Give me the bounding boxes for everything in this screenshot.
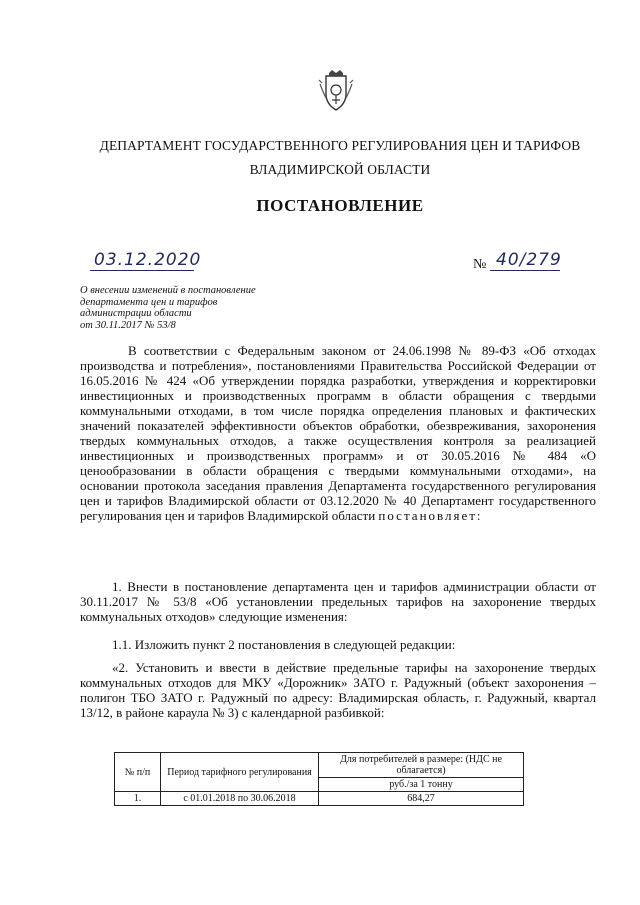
table-cell-period: с 01.01.2018 по 30.06.2018 (161, 792, 319, 806)
handwritten-date: 03.12.2020 (94, 250, 202, 270)
subject-line: О внесении изменений в постановление (80, 285, 256, 296)
department-name-line2: ВЛАДИМИРСКОЙ ОБЛАСТИ (249, 162, 431, 177)
item-1-paragraph: 1. Внести в постановление департамента цен и тарифов администрации области от 30.11.2017 № 53/8 «Об установлении предельных тарифов на захоронение твердых коммунальных отходов» следующие изменения: (80, 579, 596, 624)
handwritten-number: 40/279 (496, 250, 562, 270)
document-subject (80, 285, 320, 331)
subject-line: департамента цен и тарифов (80, 296, 218, 308)
number-underline (490, 270, 560, 271)
date-underline (90, 270, 194, 271)
table-header-period: Период тарифного регулирования (161, 753, 319, 792)
document-title: ПОСТАНОВЛЕНИЕ (256, 196, 424, 215)
table-header-unit: руб./за 1 тонну (319, 778, 524, 792)
table-header-num: № п/п (115, 753, 161, 792)
table-cell-num: 1. (115, 792, 161, 806)
subject-line: от 30.11.2017 № 53/8 (80, 319, 176, 331)
preamble-paragraph (80, 343, 596, 523)
subject-line: администрации области (80, 308, 192, 319)
decree-word: постановляет: (378, 508, 483, 523)
department-name-line1: ДЕПАРТАМЕНТ ГОСУДАРСТВЕННОГО РЕГУЛИРОВАНИЯ ЦЕН И ТАРИФОВ (99, 138, 581, 153)
table-header-value: Для потребителей в размере: (НДС не облагается) (319, 753, 524, 778)
table-row (115, 792, 524, 806)
table-header-row (115, 753, 524, 778)
preamble-text: В соответствии с Федеральным законом от 24.06.1998 № 89-ФЗ «Об отходах производства и потребления», постановлениями Правительства Российской Федерации от 16.05.2016 № 424 «Об утверждении порядка разработки, утверждения и корректировки инвестиционных и производственных программ в области обращения с твердыми коммунальными отходами, в том числе порядка определения плановых и фактических значений показателей эффективности объектов обработки, обезвреживания, захоронения твердых коммунальных отходов, а также осуществления контроля за реализацией инвестиционных и производственных программ» и от 30.05.2016 № 484 «О ценообразовании в области обращения с твердыми коммунальными отходами», на основании протокола заседания правления Департамента государственного регулирования цен и тарифов Владимирской области от 03.12.2020 № 40 Департамент государственного регулирования цен и тарифов Владимирской области (80, 343, 596, 523)
table-cell-value: 684,27 (319, 792, 524, 806)
item-2-paragraph: «2. Установить и ввести в действие предельные тарифы на захоронение твердых коммунальных отходов для МКУ «Дорожник» ЗАТО г. Радужный (объект захоронения – полигон ТБО ЗАТО г. Радужный по адресу: Владимирская область, г. Радужный, квартал 13/12, в районе караула № 3) с календарной разбивкой: (80, 660, 596, 720)
number-sign: № (473, 257, 487, 272)
item-1-1-paragraph: 1.1. Изложить пункт 2 постановления в следующей редакции: (112, 637, 456, 652)
tariff-table (114, 752, 524, 806)
coat-of-arms-icon (318, 70, 354, 112)
